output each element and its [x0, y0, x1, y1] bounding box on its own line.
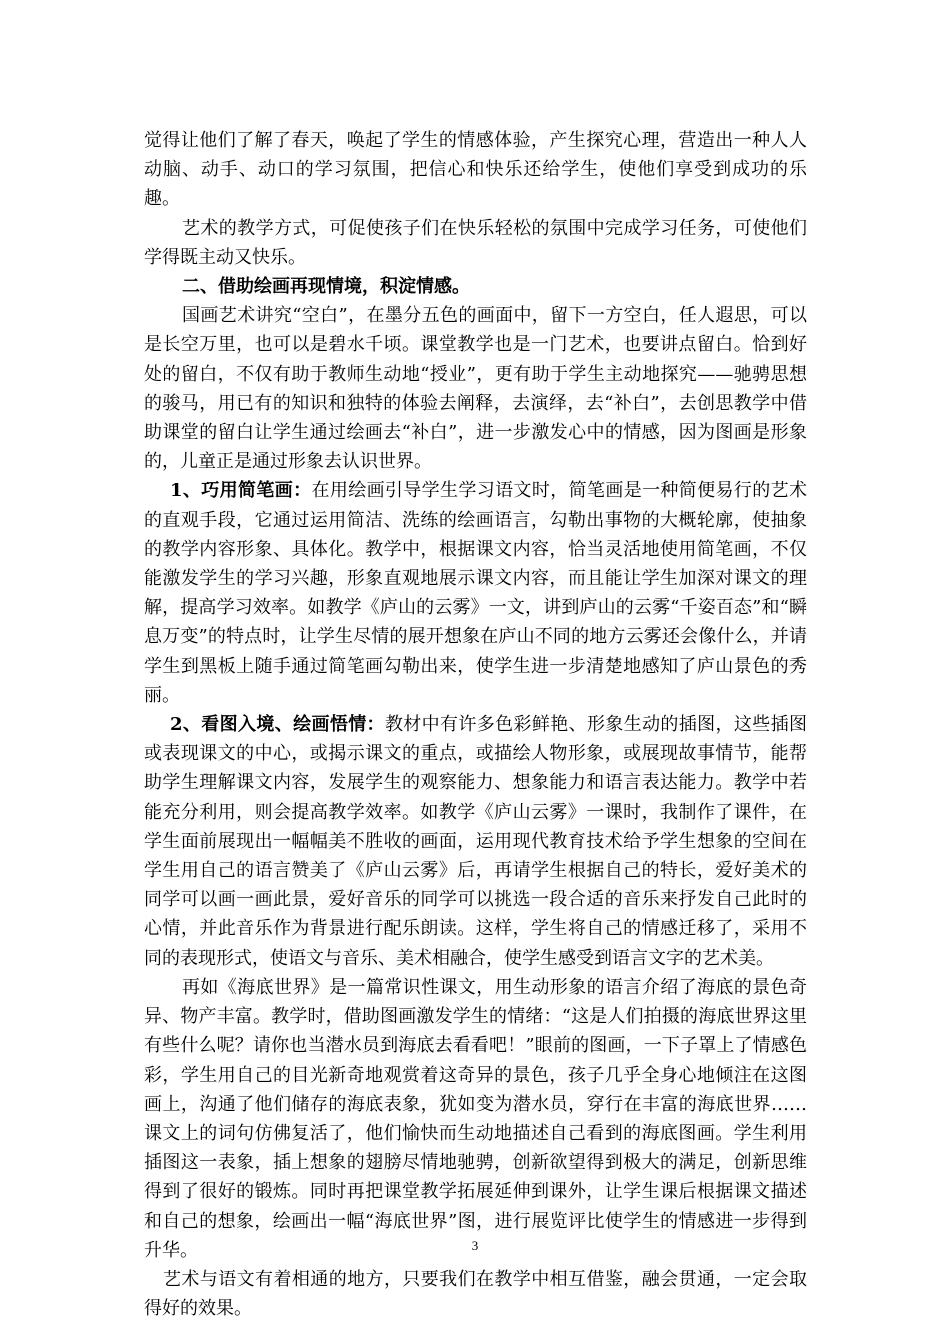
subheading-sketch: 1、巧用简笔画：	[170, 480, 312, 502]
paragraph-sketch-drawing	[144, 476, 807, 710]
paragraph-continued: 觉得让他们了解了春天，唤起了学生的情感体验，产生探究心理，营造出一种人人动脑、动手、动口的学习氛围，把信心和快乐还给学生，使他们享受到成功的乐趣。	[144, 130, 807, 210]
subheading-picture: 2、看图入境、绘画悟情：	[170, 714, 385, 736]
paragraph-picture-text: 教材中有许多色彩鲜艳、形象生动的插图，这些插图或表现课文的中心，或揭示课文的重点，或描绘人物形象，或展现故事情节，能帮助学生理解课文内容，发展学生的观察能力、想象能力和语言表达能力。教学中若能充分利用，则会提高教学效率。如教学《庐山云雾》一课时，我制作了课件，在学生面前展现出一幅幅美不胜收的画面，运用现代教育技术给予学生想象的空间在学生用自己的语言赞美了《庐山云雾》后，再请学生根据自己的特长，爱好美术的同学可以画一画此景，爱好音乐的同学可以挑选一段合适的音乐来抒发自己此时的心情，并此音乐作为背景进行配乐朗读。这样，学生将自己的情感迁移了，采用不同的表现形式，使语文与音乐、美术相融合，使学生感受到语言文字的艺术美。	[144, 714, 808, 969]
paragraph-sketch-text: 在用绘画引导学生学习语文时，简笔画是一种简便易行的艺术的直观手段，它通过运用简洁、洗练的绘画语言，勾勒出事物的大概轮廓，使抽象的教学内容形象、具体化。教学中，根据课文内容，恰当灵活地使用简笔画，不仅能激发学生的学习兴趣，形象直观地展示课文内容，而且能让学生加深对课文的理解，提高学习效率。如教学《庐山的云雾》一文，讲到庐山的云雾“千姿百态”和“瞬息万变”的特点时，让学生尽情的展开想象在庐山不同的地方云雾还会像什么，并请学生到黑板上随手通过简笔画勾勒出来，使学生进一步清楚地感知了庐山景色的秀丽。	[144, 480, 808, 706]
body-text	[144, 126, 807, 1323]
page-number: 3	[471, 1238, 479, 1253]
paragraph-picture-emotion	[144, 710, 807, 973]
paragraph-conclusion: 艺术与语文有着相通的地方，只要我们在教学中相互借鉴，融会贯通，一定会取得好的效果。	[144, 1268, 807, 1320]
paragraph-undersea-world: 再如《海底世界》是一篇常识性课文，用生动形象的语言介绍了海底的景色奇异、物产丰富。教学时，借助图画激发学生的情绪：“这是人们拍摄的海底世界这里有些什么呢？请你也当潜水员到海底去看看吧！”眼前的图画，一下子罩上了情感色彩，学生用自己的目光新奇地观赏着这奇异的景色，孩子几乎全身心地倾注在这图画上，沟通了他们储存的海底表象，犹如变为潜水员，穿行在丰富的海底世界……课文上的词句仿佛复活了，他们愉快而生动地描述自己看到的海底图画。学生利用插图这一表象，插上想象的翅膀尽情地驰骋，创新欲望得到极大的满足，创新思维得到了很好的锻炼。同时再把课堂教学拓展延伸到课外，让学生课后根据课文描述和自己的想象，绘画出一幅“海底世界”图，进行展览评比使学生的情感进一步得到升华。	[144, 976, 807, 1261]
paragraph-blank-space: 国画艺术讲究“空白”，在墨分五色的画面中，留下一方空白，任人遐思，可以是长空万里，也可以是碧水千顷。课堂教学也是一门艺术，也要讲点留白。恰到好处的留白，不仅有助于教师生动地“授业”，更有助于学生主动地探究——驰骋思想的骏马，用已有的知识和独特的体验去阐释，去演绎，去“补白”，去创思教学中借助课堂的留白让学生通过绘画去“补白”，进一步激发心中的情感，因为图画是形象的，儿童正是通过形象去认识世界。	[144, 305, 807, 473]
section-heading-2: 二、借助绘画再现情境，积淀情感。	[182, 276, 470, 298]
paragraph-art-teaching: 艺术的教学方式，可促使孩子们在快乐轻松的氛围中完成学习任务，可使他们学得既主动又快乐。	[144, 217, 807, 268]
